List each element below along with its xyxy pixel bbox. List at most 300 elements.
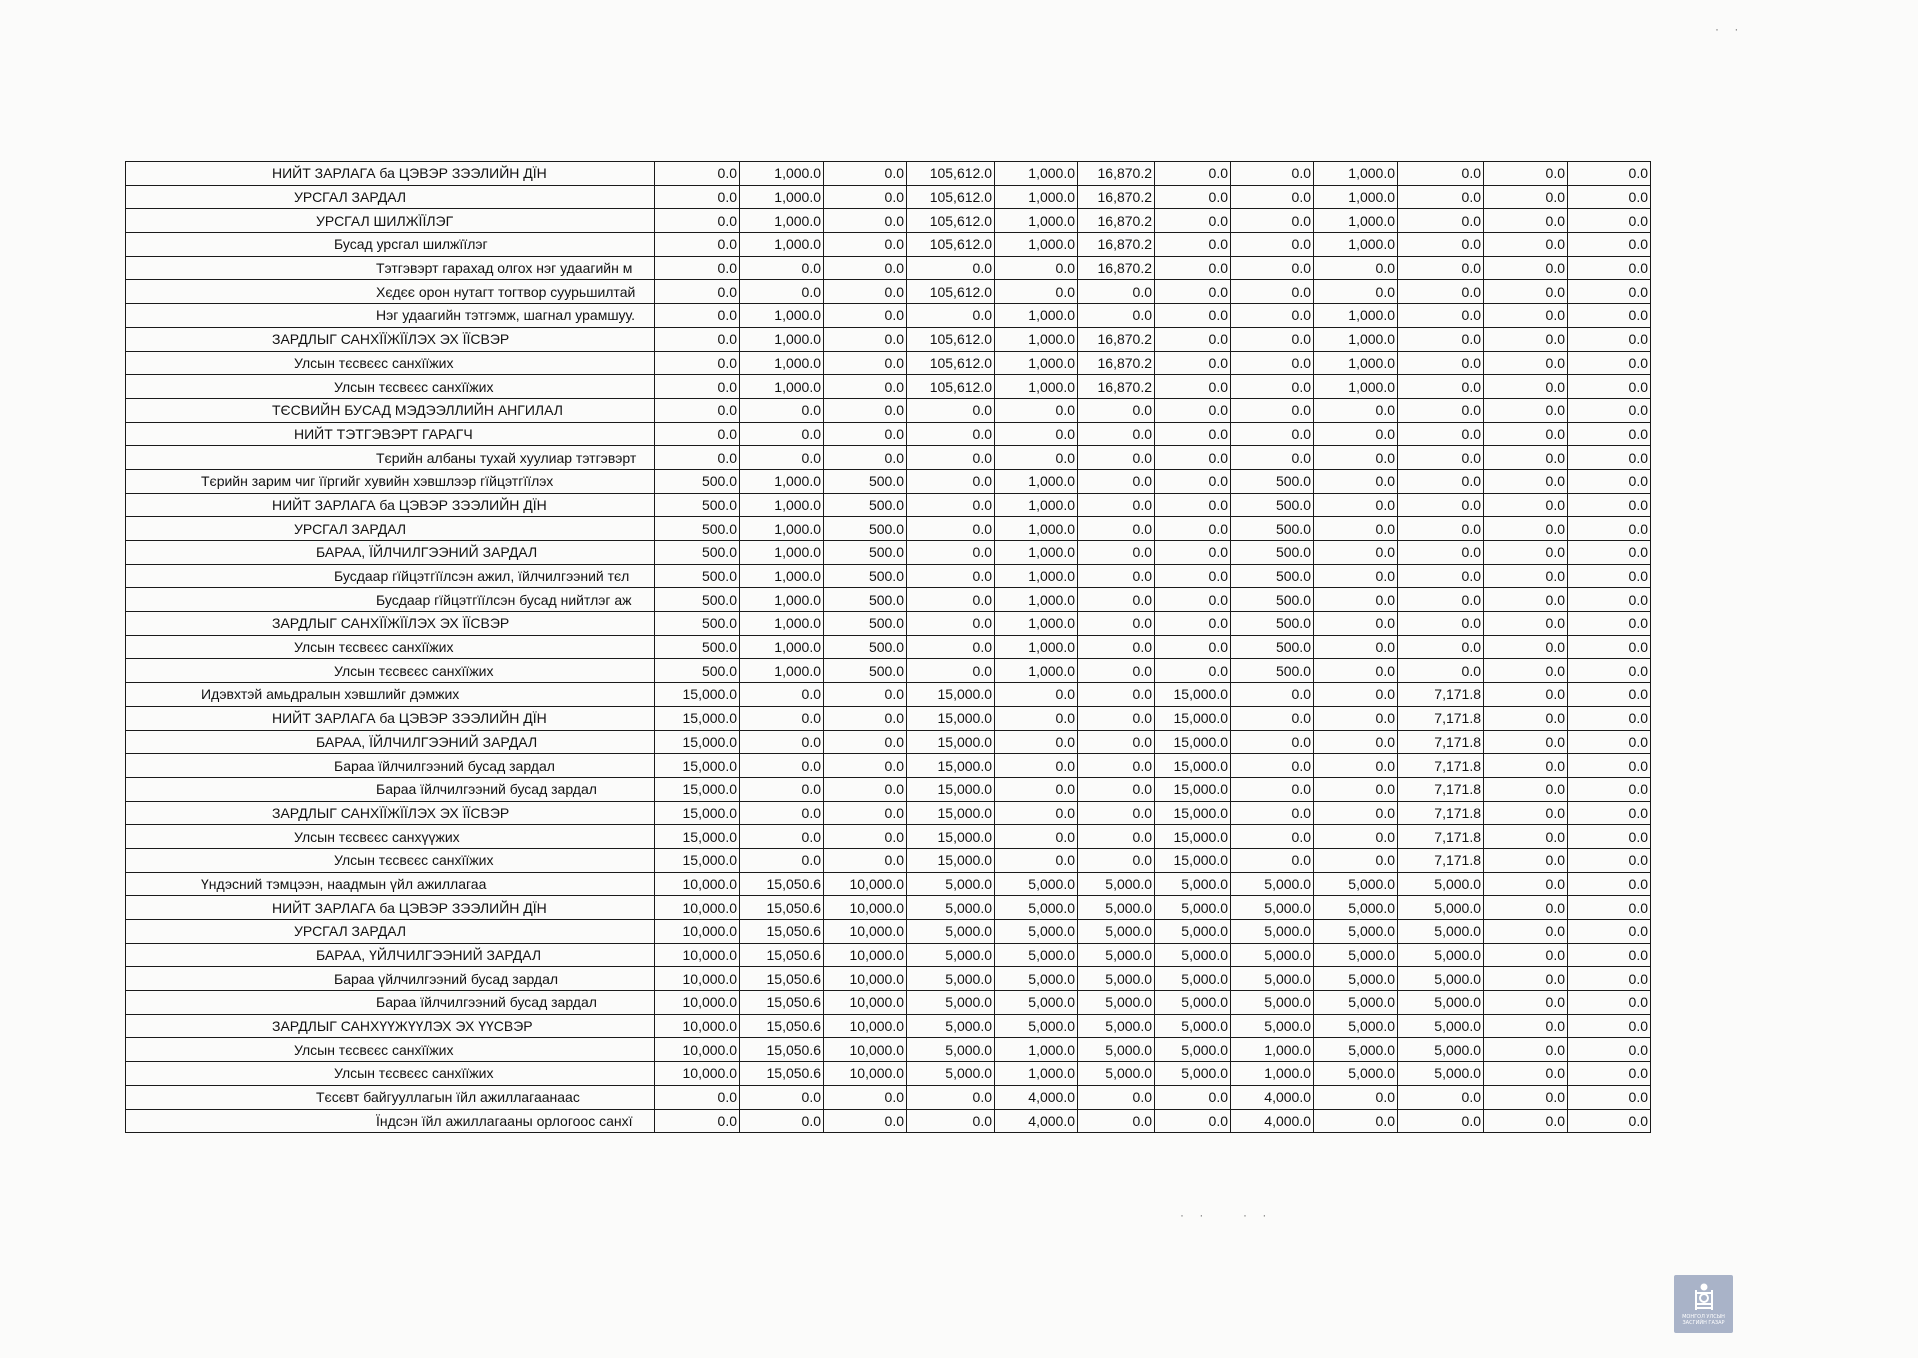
value-cell: 0.0 bbox=[740, 422, 824, 446]
value-cell: 0.0 bbox=[907, 398, 995, 422]
value-cell: 0.0 bbox=[1314, 825, 1398, 849]
value-cell: 0.0 bbox=[1078, 469, 1155, 493]
value-cell: 0.0 bbox=[1155, 398, 1231, 422]
value-cell: 5,000.0 bbox=[1078, 967, 1155, 991]
value-cell: 0.0 bbox=[1484, 706, 1568, 730]
value-cell: 0.0 bbox=[1484, 351, 1568, 375]
value-cell: 0.0 bbox=[1484, 375, 1568, 399]
value-cell: 0.0 bbox=[1484, 991, 1568, 1015]
table-row bbox=[126, 635, 1651, 659]
value-cell: 0.0 bbox=[1484, 162, 1568, 186]
value-cell: 500.0 bbox=[655, 588, 740, 612]
scan-specks: · · bbox=[1715, 22, 1745, 36]
value-cell: 0.0 bbox=[1314, 517, 1398, 541]
value-cell: 0.0 bbox=[1155, 375, 1231, 399]
value-cell: 105,612.0 bbox=[907, 351, 995, 375]
value-cell: 5,000.0 bbox=[1078, 1038, 1155, 1062]
value-cell: 0.0 bbox=[1398, 612, 1484, 636]
value-cell: 0.0 bbox=[1231, 351, 1314, 375]
value-cell: 1,000.0 bbox=[740, 564, 824, 588]
value-cell: 0.0 bbox=[740, 801, 824, 825]
value-cell: 16,870.2 bbox=[1078, 209, 1155, 233]
value-cell: 16,870.2 bbox=[1078, 375, 1155, 399]
value-cell: 0.0 bbox=[1398, 162, 1484, 186]
value-cell: 0.0 bbox=[740, 398, 824, 422]
value-cell: 0.0 bbox=[824, 351, 907, 375]
value-cell: 5,000.0 bbox=[995, 920, 1078, 944]
value-cell: 0.0 bbox=[1314, 541, 1398, 565]
value-cell: 1,000.0 bbox=[995, 162, 1078, 186]
value-cell: 0.0 bbox=[1078, 280, 1155, 304]
value-cell: 1,000.0 bbox=[995, 375, 1078, 399]
value-cell: 0.0 bbox=[1078, 754, 1155, 778]
value-cell: 0.0 bbox=[1314, 422, 1398, 446]
value-cell: 0.0 bbox=[1568, 422, 1651, 446]
value-cell: 0.0 bbox=[907, 422, 995, 446]
value-cell: 0.0 bbox=[1078, 517, 1155, 541]
value-cell: 5,000.0 bbox=[1314, 1062, 1398, 1086]
value-cell: 0.0 bbox=[740, 848, 824, 872]
value-cell: 0.0 bbox=[1568, 991, 1651, 1015]
value-cell: 5,000.0 bbox=[995, 943, 1078, 967]
value-cell: 0.0 bbox=[1231, 209, 1314, 233]
value-cell: 5,000.0 bbox=[1398, 872, 1484, 896]
value-cell: 0.0 bbox=[655, 1109, 740, 1133]
value-cell: 500.0 bbox=[655, 635, 740, 659]
table-row bbox=[126, 327, 1651, 351]
value-cell: 15,050.6 bbox=[740, 1014, 824, 1038]
value-cell: 1,000.0 bbox=[995, 351, 1078, 375]
value-cell: 5,000.0 bbox=[995, 991, 1078, 1015]
value-cell: 4,000.0 bbox=[1231, 1085, 1314, 1109]
value-cell: 0.0 bbox=[1568, 848, 1651, 872]
row-label: Бараа їйлчилгээний бусад зардал bbox=[126, 777, 655, 801]
value-cell: 0.0 bbox=[1484, 896, 1568, 920]
value-cell: 0.0 bbox=[1568, 564, 1651, 588]
value-cell: 0.0 bbox=[1231, 280, 1314, 304]
value-cell: 5,000.0 bbox=[1078, 1014, 1155, 1038]
value-cell: 0.0 bbox=[655, 233, 740, 257]
value-cell: 0.0 bbox=[1155, 564, 1231, 588]
value-cell: 0.0 bbox=[1314, 588, 1398, 612]
value-cell: 5,000.0 bbox=[1155, 1062, 1231, 1086]
value-cell: 500.0 bbox=[655, 493, 740, 517]
table-row bbox=[126, 564, 1651, 588]
table-row bbox=[126, 1085, 1651, 1109]
value-cell: 0.0 bbox=[1568, 635, 1651, 659]
row-label: Улсын тєсвєєс санхїїжих bbox=[126, 375, 655, 399]
value-cell: 0.0 bbox=[1568, 920, 1651, 944]
row-label: НИЙТ ЗАРЛАГА ба ЦЭВЭР ЗЭЭЛИЙН ДЇН bbox=[126, 706, 655, 730]
value-cell: 5,000.0 bbox=[1155, 1014, 1231, 1038]
value-cell: 1,000.0 bbox=[740, 304, 824, 328]
value-cell: 0.0 bbox=[824, 422, 907, 446]
value-cell: 0.0 bbox=[1078, 564, 1155, 588]
value-cell: 1,000.0 bbox=[995, 659, 1078, 683]
value-cell: 15,000.0 bbox=[655, 825, 740, 849]
value-cell: 1,000.0 bbox=[740, 517, 824, 541]
table-row bbox=[126, 1062, 1651, 1086]
value-cell: 0.0 bbox=[1568, 967, 1651, 991]
value-cell: 0.0 bbox=[1398, 209, 1484, 233]
value-cell: 5,000.0 bbox=[1231, 872, 1314, 896]
value-cell: 0.0 bbox=[1314, 801, 1398, 825]
value-cell: 5,000.0 bbox=[1314, 1014, 1398, 1038]
value-cell: 0.0 bbox=[1155, 469, 1231, 493]
table-row bbox=[126, 256, 1651, 280]
value-cell: 500.0 bbox=[1231, 469, 1314, 493]
value-cell: 15,000.0 bbox=[655, 706, 740, 730]
value-cell: 0.0 bbox=[1314, 612, 1398, 636]
value-cell: 0.0 bbox=[1398, 564, 1484, 588]
row-label: Тєрийн албаны тухай хуулиар тэтгэвэрт bbox=[126, 446, 655, 470]
value-cell: 0.0 bbox=[1155, 209, 1231, 233]
value-cell: 0.0 bbox=[740, 706, 824, 730]
value-cell: 0.0 bbox=[1484, 1085, 1568, 1109]
value-cell: 1,000.0 bbox=[740, 375, 824, 399]
value-cell: 0.0 bbox=[1484, 659, 1568, 683]
table-body bbox=[126, 162, 1651, 1133]
value-cell: 15,000.0 bbox=[1155, 848, 1231, 872]
table-row bbox=[126, 233, 1651, 257]
value-cell: 0.0 bbox=[655, 422, 740, 446]
value-cell: 500.0 bbox=[1231, 635, 1314, 659]
value-cell: 0.0 bbox=[740, 256, 824, 280]
table-row bbox=[126, 493, 1651, 517]
value-cell: 5,000.0 bbox=[1314, 872, 1398, 896]
value-cell: 0.0 bbox=[1484, 588, 1568, 612]
value-cell: 0.0 bbox=[824, 777, 907, 801]
value-cell: 0.0 bbox=[1231, 848, 1314, 872]
value-cell: 0.0 bbox=[995, 446, 1078, 470]
value-cell: 1,000.0 bbox=[995, 1038, 1078, 1062]
table-row bbox=[126, 280, 1651, 304]
value-cell: 5,000.0 bbox=[1078, 872, 1155, 896]
value-cell: 1,000.0 bbox=[1314, 351, 1398, 375]
value-cell: 0.0 bbox=[1155, 185, 1231, 209]
value-cell: 0.0 bbox=[1155, 517, 1231, 541]
table-row bbox=[126, 872, 1651, 896]
value-cell: 5,000.0 bbox=[1155, 967, 1231, 991]
value-cell: 0.0 bbox=[1568, 754, 1651, 778]
emblem-line-2: ЗАСГИЙН ГАЗАР bbox=[1682, 1320, 1725, 1326]
row-label: Улсын тєсвєєс санхїїжих bbox=[126, 635, 655, 659]
value-cell: 0.0 bbox=[1078, 541, 1155, 565]
scan-specks: · · bbox=[1180, 1208, 1210, 1222]
value-cell: 500.0 bbox=[824, 659, 907, 683]
value-cell: 15,000.0 bbox=[907, 683, 995, 707]
table-row bbox=[126, 825, 1651, 849]
value-cell: 0.0 bbox=[1484, 564, 1568, 588]
value-cell: 15,000.0 bbox=[1155, 801, 1231, 825]
value-cell: 0.0 bbox=[1398, 1109, 1484, 1133]
value-cell: 105,612.0 bbox=[907, 162, 995, 186]
value-cell: 5,000.0 bbox=[907, 920, 995, 944]
value-cell: 0.0 bbox=[907, 541, 995, 565]
value-cell: 0.0 bbox=[1155, 612, 1231, 636]
value-cell: 0.0 bbox=[1314, 683, 1398, 707]
row-label: Тєрийн зарим чиг їїргийг хувийн хэвшлээр гїйцэтгїїлэх bbox=[126, 469, 655, 493]
value-cell: 0.0 bbox=[1484, 754, 1568, 778]
table-row bbox=[126, 612, 1651, 636]
row-label: Хєдєє орон нутагт тогтвор суурьшилтай bbox=[126, 280, 655, 304]
value-cell: 0.0 bbox=[1568, 280, 1651, 304]
value-cell: 0.0 bbox=[995, 398, 1078, 422]
value-cell: 0.0 bbox=[1314, 564, 1398, 588]
row-label: УРСГАЛ ШИЛЖЇЇЛЭГ bbox=[126, 209, 655, 233]
value-cell: 0.0 bbox=[1155, 493, 1231, 517]
table-row bbox=[126, 351, 1651, 375]
value-cell: 1,000.0 bbox=[995, 209, 1078, 233]
value-cell: 0.0 bbox=[1484, 730, 1568, 754]
value-cell: 0.0 bbox=[1484, 493, 1568, 517]
value-cell: 1,000.0 bbox=[995, 185, 1078, 209]
value-cell: 0.0 bbox=[1398, 304, 1484, 328]
value-cell: 1,000.0 bbox=[740, 541, 824, 565]
value-cell: 5,000.0 bbox=[1231, 967, 1314, 991]
value-cell: 0.0 bbox=[1484, 1014, 1568, 1038]
value-cell: 0.0 bbox=[1398, 635, 1484, 659]
value-cell: 500.0 bbox=[1231, 588, 1314, 612]
value-cell: 0.0 bbox=[1231, 683, 1314, 707]
value-cell: 15,000.0 bbox=[1155, 754, 1231, 778]
value-cell: 0.0 bbox=[1314, 469, 1398, 493]
value-cell: 10,000.0 bbox=[824, 920, 907, 944]
table-row bbox=[126, 683, 1651, 707]
value-cell: 500.0 bbox=[824, 517, 907, 541]
value-cell: 0.0 bbox=[995, 706, 1078, 730]
value-cell: 0.0 bbox=[1568, 706, 1651, 730]
value-cell: 15,000.0 bbox=[907, 801, 995, 825]
value-cell: 0.0 bbox=[1231, 162, 1314, 186]
value-cell: 0.0 bbox=[824, 683, 907, 707]
value-cell: 1,000.0 bbox=[995, 517, 1078, 541]
value-cell: 7,171.8 bbox=[1398, 730, 1484, 754]
emblem-line-1: МОНГОЛ УЛСЫН bbox=[1682, 1314, 1725, 1320]
value-cell: 1,000.0 bbox=[1314, 162, 1398, 186]
value-cell: 10,000.0 bbox=[655, 991, 740, 1015]
value-cell: 0.0 bbox=[1398, 327, 1484, 351]
value-cell: 0.0 bbox=[1398, 493, 1484, 517]
value-cell: 0.0 bbox=[1568, 943, 1651, 967]
value-cell: 10,000.0 bbox=[655, 1038, 740, 1062]
value-cell: 0.0 bbox=[740, 683, 824, 707]
value-cell: 5,000.0 bbox=[907, 991, 995, 1015]
value-cell: 15,000.0 bbox=[1155, 730, 1231, 754]
value-cell: 5,000.0 bbox=[1155, 991, 1231, 1015]
value-cell: 5,000.0 bbox=[1078, 1062, 1155, 1086]
value-cell: 0.0 bbox=[1484, 943, 1568, 967]
value-cell: 0.0 bbox=[740, 280, 824, 304]
value-cell: 0.0 bbox=[995, 754, 1078, 778]
value-cell: 10,000.0 bbox=[655, 943, 740, 967]
value-cell: 0.0 bbox=[1155, 351, 1231, 375]
value-cell: 0.0 bbox=[1078, 659, 1155, 683]
value-cell: 0.0 bbox=[1398, 541, 1484, 565]
value-cell: 0.0 bbox=[995, 422, 1078, 446]
value-cell: 0.0 bbox=[1398, 659, 1484, 683]
value-cell: 10,000.0 bbox=[824, 967, 907, 991]
value-cell: 0.0 bbox=[1398, 398, 1484, 422]
value-cell: 1,000.0 bbox=[740, 185, 824, 209]
table-row bbox=[126, 920, 1651, 944]
value-cell: 0.0 bbox=[1314, 1109, 1398, 1133]
value-cell: 0.0 bbox=[1568, 375, 1651, 399]
value-cell: 0.0 bbox=[1231, 185, 1314, 209]
value-cell: 0.0 bbox=[824, 256, 907, 280]
value-cell: 0.0 bbox=[1484, 327, 1568, 351]
value-cell: 0.0 bbox=[1078, 493, 1155, 517]
row-label: ЗАРДЛЫГ САНХЇЇЖЇЇЛЭХ ЭХ ЇЇСВЭР bbox=[126, 612, 655, 636]
value-cell: 1,000.0 bbox=[995, 327, 1078, 351]
table-row bbox=[126, 446, 1651, 470]
value-cell: 500.0 bbox=[1231, 493, 1314, 517]
value-cell: 5,000.0 bbox=[1398, 896, 1484, 920]
table-row bbox=[126, 777, 1651, 801]
value-cell: 0.0 bbox=[740, 730, 824, 754]
value-cell: 0.0 bbox=[1484, 517, 1568, 541]
value-cell: 15,050.6 bbox=[740, 896, 824, 920]
value-cell: 0.0 bbox=[824, 398, 907, 422]
value-cell: 0.0 bbox=[1398, 517, 1484, 541]
value-cell: 4,000.0 bbox=[1231, 1109, 1314, 1133]
value-cell: 15,000.0 bbox=[655, 683, 740, 707]
table-row bbox=[126, 659, 1651, 683]
value-cell: 0.0 bbox=[995, 777, 1078, 801]
value-cell: 1,000.0 bbox=[740, 162, 824, 186]
table-row bbox=[126, 991, 1651, 1015]
value-cell: 0.0 bbox=[1568, 446, 1651, 470]
row-label: ЗАРДЛЫГ САНХҮҮЖҮҮЛЭХ ЭХ ҮҮСВЭР bbox=[126, 1014, 655, 1038]
value-cell: 0.0 bbox=[1314, 256, 1398, 280]
value-cell: 0.0 bbox=[1484, 1109, 1568, 1133]
value-cell: 0.0 bbox=[1398, 1085, 1484, 1109]
value-cell: 0.0 bbox=[1484, 872, 1568, 896]
value-cell: 500.0 bbox=[824, 635, 907, 659]
row-label: Тєсєвт байгууллагын їйл ажиллагаанаас bbox=[126, 1085, 655, 1109]
value-cell: 0.0 bbox=[1231, 233, 1314, 257]
row-label: Улсын тєсвєєс санхїїжих bbox=[126, 848, 655, 872]
value-cell: 0.0 bbox=[824, 185, 907, 209]
value-cell: 0.0 bbox=[1568, 801, 1651, 825]
value-cell: 500.0 bbox=[824, 493, 907, 517]
value-cell: 5,000.0 bbox=[1314, 1038, 1398, 1062]
value-cell: 0.0 bbox=[1231, 446, 1314, 470]
value-cell: 15,050.6 bbox=[740, 967, 824, 991]
value-cell: 0.0 bbox=[1155, 588, 1231, 612]
value-cell: 500.0 bbox=[824, 469, 907, 493]
row-label: Улсын тєсвєєс санхїїжих bbox=[126, 659, 655, 683]
value-cell: 0.0 bbox=[1155, 280, 1231, 304]
value-cell: 0.0 bbox=[1484, 422, 1568, 446]
value-cell: 0.0 bbox=[655, 162, 740, 186]
value-cell: 10,000.0 bbox=[655, 872, 740, 896]
value-cell: 0.0 bbox=[907, 564, 995, 588]
value-cell: 500.0 bbox=[1231, 541, 1314, 565]
value-cell: 5,000.0 bbox=[1155, 872, 1231, 896]
table-row bbox=[126, 1014, 1651, 1038]
value-cell: 0.0 bbox=[740, 754, 824, 778]
row-label: ТЄСВИЙН БУСАД МЭДЭЭЛЛИЙН АНГИЛАЛ bbox=[126, 398, 655, 422]
value-cell: 5,000.0 bbox=[1314, 896, 1398, 920]
value-cell: 0.0 bbox=[1231, 304, 1314, 328]
value-cell: 5,000.0 bbox=[1231, 991, 1314, 1015]
value-cell: 0.0 bbox=[1398, 446, 1484, 470]
value-cell: 0.0 bbox=[907, 612, 995, 636]
value-cell: 5,000.0 bbox=[1398, 1038, 1484, 1062]
value-cell: 0.0 bbox=[1231, 706, 1314, 730]
value-cell: 0.0 bbox=[1484, 848, 1568, 872]
value-cell: 7,171.8 bbox=[1398, 801, 1484, 825]
value-cell: 15,000.0 bbox=[907, 706, 995, 730]
value-cell: 15,050.6 bbox=[740, 1038, 824, 1062]
value-cell: 0.0 bbox=[1231, 256, 1314, 280]
value-cell: 0.0 bbox=[824, 706, 907, 730]
value-cell: 0.0 bbox=[1155, 446, 1231, 470]
value-cell: 0.0 bbox=[1078, 825, 1155, 849]
value-cell: 4,000.0 bbox=[995, 1109, 1078, 1133]
row-label: УРСГАЛ ЗАРДАЛ bbox=[126, 920, 655, 944]
value-cell: 15,050.6 bbox=[740, 1062, 824, 1086]
row-label: УРСГАЛ ЗАРДАЛ bbox=[126, 185, 655, 209]
value-cell: 0.0 bbox=[1231, 825, 1314, 849]
value-cell: 10,000.0 bbox=[824, 943, 907, 967]
value-cell: 1,000.0 bbox=[740, 327, 824, 351]
value-cell: 0.0 bbox=[1568, 233, 1651, 257]
value-cell: 15,000.0 bbox=[1155, 706, 1231, 730]
table-row bbox=[126, 943, 1651, 967]
value-cell: 5,000.0 bbox=[1231, 1014, 1314, 1038]
value-cell: 7,171.8 bbox=[1398, 754, 1484, 778]
table-row bbox=[126, 801, 1651, 825]
row-label: Нэг удаагийн тэтгэмж, шагнал урамшуу. bbox=[126, 304, 655, 328]
value-cell: 0.0 bbox=[1568, 659, 1651, 683]
value-cell: 1,000.0 bbox=[1314, 375, 1398, 399]
row-label: Улсын тєсвєєс санхүүжих bbox=[126, 825, 655, 849]
value-cell: 5,000.0 bbox=[995, 896, 1078, 920]
value-cell: 1,000.0 bbox=[740, 588, 824, 612]
value-cell: 0.0 bbox=[1155, 541, 1231, 565]
value-cell: 0.0 bbox=[1314, 730, 1398, 754]
value-cell: 15,000.0 bbox=[655, 777, 740, 801]
value-cell: 0.0 bbox=[1484, 1062, 1568, 1086]
value-cell: 105,612.0 bbox=[907, 185, 995, 209]
value-cell: 5,000.0 bbox=[907, 896, 995, 920]
value-cell: 0.0 bbox=[1231, 801, 1314, 825]
value-cell: 16,870.2 bbox=[1078, 327, 1155, 351]
value-cell: 0.0 bbox=[1231, 730, 1314, 754]
value-cell: 105,612.0 bbox=[907, 327, 995, 351]
value-cell: 0.0 bbox=[1568, 517, 1651, 541]
value-cell: 0.0 bbox=[655, 327, 740, 351]
value-cell: 0.0 bbox=[1078, 635, 1155, 659]
value-cell: 0.0 bbox=[907, 446, 995, 470]
value-cell: 0.0 bbox=[1484, 612, 1568, 636]
value-cell: 1,000.0 bbox=[995, 304, 1078, 328]
value-cell: 1,000.0 bbox=[1314, 304, 1398, 328]
value-cell: 0.0 bbox=[907, 469, 995, 493]
row-label: БАРАА, ҮЙЛЧИЛГЭЭНИЙ ЗАРДАЛ bbox=[126, 943, 655, 967]
value-cell: 0.0 bbox=[824, 730, 907, 754]
value-cell: 1,000.0 bbox=[995, 612, 1078, 636]
value-cell: 0.0 bbox=[1314, 754, 1398, 778]
value-cell: 500.0 bbox=[824, 564, 907, 588]
value-cell: 0.0 bbox=[655, 304, 740, 328]
value-cell: 0.0 bbox=[824, 209, 907, 233]
value-cell: 15,000.0 bbox=[655, 730, 740, 754]
value-cell: 1,000.0 bbox=[740, 233, 824, 257]
value-cell: 0.0 bbox=[1484, 920, 1568, 944]
